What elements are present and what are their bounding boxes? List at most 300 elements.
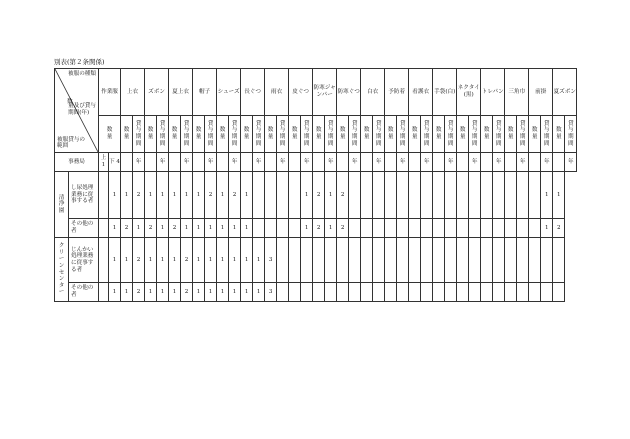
subheader-period	[445, 116, 457, 153]
value-cell	[529, 283, 541, 302]
office-row	[55, 153, 577, 172]
data-row	[55, 283, 577, 302]
value-cell: 1	[121, 238, 133, 283]
subheader-text: 貸与期間	[303, 120, 310, 147]
diag-label-kind: 被服の種類	[68, 71, 96, 77]
office-cell	[241, 153, 253, 172]
office-cell: 年	[157, 153, 169, 172]
value-cell	[277, 283, 289, 302]
office-cell	[433, 153, 445, 172]
value-cell	[541, 238, 553, 283]
value-cell	[289, 238, 301, 283]
value-cell	[265, 219, 277, 238]
value-cell: 1	[553, 172, 565, 219]
office-cell: 年	[253, 153, 265, 172]
office-cell	[289, 153, 301, 172]
value-cell: 1	[541, 219, 553, 238]
row-label: し尿処理業務に従事する者	[69, 172, 99, 219]
subheader-period	[469, 116, 481, 153]
subheader-quantity	[433, 116, 445, 153]
office-cell: 上 1	[99, 153, 109, 172]
subheader-text: 数量	[195, 127, 202, 140]
value-cell: 2	[181, 238, 193, 283]
value-cell	[337, 283, 349, 302]
value-cell: 1	[253, 283, 265, 302]
item-header: 帽子	[193, 69, 217, 116]
item-header: 三角巾	[505, 69, 529, 116]
value-cell: 1	[193, 172, 205, 219]
value-cell: 1	[157, 283, 169, 302]
subheader-text: 数量	[219, 127, 226, 140]
office-cell	[505, 153, 517, 172]
value-cell	[457, 172, 469, 219]
subheader-text: 貸与期間	[375, 120, 382, 147]
value-cell	[517, 283, 529, 302]
subheader-text: 数量	[507, 127, 514, 140]
office-cell: 下 4	[109, 153, 121, 172]
value-cell: 2	[169, 219, 181, 238]
value-cell	[553, 283, 565, 302]
subheader-period	[349, 116, 361, 153]
item-header: 上衣	[121, 69, 145, 116]
value-cell: 1	[205, 219, 217, 238]
subheader-text: 貸与期間	[135, 120, 142, 147]
item-header: 長ぐつ	[241, 69, 265, 116]
value-cell	[373, 172, 385, 219]
value-cell	[325, 238, 337, 283]
value-cell	[337, 238, 349, 283]
value-cell	[277, 219, 289, 238]
item-header: 白衣	[361, 69, 385, 116]
value-cell	[409, 238, 421, 283]
value-cell: 1	[121, 283, 133, 302]
value-cell: 1	[205, 283, 217, 302]
item-header: 皮ぐつ	[289, 69, 313, 116]
value-cell: 1	[217, 219, 229, 238]
office-cell	[481, 153, 493, 172]
subheader-quantity	[241, 116, 253, 153]
value-cell	[349, 283, 361, 302]
value-cell	[349, 219, 361, 238]
value-cell	[553, 238, 565, 283]
value-cell	[493, 283, 505, 302]
value-cell: 2	[553, 219, 565, 238]
office-cell: 年	[181, 153, 193, 172]
value-cell	[529, 238, 541, 283]
value-cell	[481, 283, 493, 302]
value-cell: 1	[241, 172, 253, 219]
value-cell	[505, 238, 517, 283]
value-cell: 1	[193, 219, 205, 238]
subheader-period	[133, 116, 145, 153]
subheader-period	[205, 116, 217, 153]
subheader-text: 貸与期間	[399, 120, 406, 147]
data-row	[55, 238, 577, 283]
office-cell	[361, 153, 373, 172]
item-header: 看護衣	[409, 69, 433, 116]
office-cell	[193, 153, 205, 172]
subheader-text: 数量	[459, 127, 466, 140]
value-cell	[325, 283, 337, 302]
office-cell: 年	[469, 153, 481, 172]
value-cell	[289, 219, 301, 238]
subheader-period	[181, 116, 193, 153]
subheader-period	[325, 116, 337, 153]
value-cell	[505, 172, 517, 219]
value-cell	[313, 283, 325, 302]
value-cell	[99, 172, 109, 219]
value-cell	[289, 172, 301, 219]
office-cell: 年	[373, 153, 385, 172]
item-header: 防寒ジャンパー	[313, 69, 337, 116]
office-cell: 年	[349, 153, 361, 172]
value-cell	[421, 172, 433, 219]
category-text: クリーンセンター	[58, 243, 65, 296]
table-caption: 別表(第２条関係)	[54, 58, 105, 66]
value-cell	[385, 238, 397, 283]
value-cell	[373, 283, 385, 302]
subheader-text: 数量	[315, 127, 322, 140]
value-cell: 1	[325, 219, 337, 238]
value-cell: 2	[133, 238, 145, 283]
subheader-period	[277, 116, 289, 153]
subheader-period	[229, 116, 241, 153]
subheader-text: 貸与期間	[447, 120, 454, 147]
value-cell: 1	[157, 238, 169, 283]
subheader-text: 数量	[267, 127, 274, 140]
subheader-text: 数量	[243, 127, 250, 140]
value-cell	[481, 238, 493, 283]
value-cell	[361, 172, 373, 219]
subheader-quantity	[529, 116, 541, 153]
value-cell: 1	[109, 238, 121, 283]
value-cell	[385, 283, 397, 302]
value-cell	[409, 283, 421, 302]
subheader-text: 数量	[339, 127, 346, 140]
value-cell: 2	[133, 283, 145, 302]
value-cell	[517, 238, 529, 283]
item-header: 手袋(白)	[433, 69, 457, 116]
value-cell: 1	[193, 238, 205, 283]
value-cell	[265, 172, 277, 219]
subheader-text: 数量	[411, 127, 418, 140]
subheader-text: 貸与期間	[279, 120, 286, 147]
subheader-period	[517, 116, 529, 153]
subheader-quantity	[265, 116, 277, 153]
subheader-text: 貸与期間	[231, 120, 238, 147]
value-cell	[493, 219, 505, 238]
subheader-text: 貸与期間	[567, 120, 574, 147]
office-cell: 年	[493, 153, 505, 172]
data-row	[55, 219, 577, 238]
subheader-period	[397, 116, 409, 153]
item-header: ズボン	[145, 69, 169, 116]
subheader-period	[541, 116, 553, 153]
value-cell: 2	[181, 283, 193, 302]
subheader-quantity	[145, 116, 157, 153]
subheader-text: 貸与期間	[255, 120, 262, 147]
office-cell	[553, 153, 565, 172]
value-cell: 2	[133, 172, 145, 219]
value-cell: 1	[121, 172, 133, 219]
office-cell: 年	[397, 153, 409, 172]
value-cell: 1	[253, 238, 265, 283]
value-cell	[361, 283, 373, 302]
value-cell	[301, 238, 313, 283]
value-cell: 1	[157, 219, 169, 238]
office-cell	[313, 153, 325, 172]
subheader-text: 数量	[106, 127, 113, 140]
value-cell: 1	[145, 238, 157, 283]
value-cell	[99, 283, 109, 302]
value-cell	[409, 172, 421, 219]
value-cell	[253, 219, 265, 238]
value-cell: 1	[241, 219, 253, 238]
value-cell: 1	[217, 283, 229, 302]
value-cell	[505, 283, 517, 302]
subheader-quantity	[169, 116, 181, 153]
value-cell	[397, 172, 409, 219]
value-cell	[493, 238, 505, 283]
office-cell: 年	[445, 153, 457, 172]
value-cell: 1	[109, 283, 121, 302]
value-cell	[541, 283, 553, 302]
value-cell	[361, 219, 373, 238]
office-cell: 年	[205, 153, 217, 172]
value-cell	[469, 283, 481, 302]
subheader-text: 数量	[147, 127, 154, 140]
value-cell	[481, 219, 493, 238]
value-cell: 2	[313, 219, 325, 238]
value-cell	[529, 172, 541, 219]
value-cell	[385, 172, 397, 219]
row-label: その他の者	[69, 219, 99, 238]
subheader-quantity	[385, 116, 397, 153]
office-cell	[337, 153, 349, 172]
value-cell: 1	[193, 283, 205, 302]
subheader-text: 貸与期間	[543, 120, 550, 147]
value-cell: 1	[325, 172, 337, 219]
value-cell: 2	[205, 172, 217, 219]
value-cell	[301, 283, 313, 302]
value-cell	[445, 172, 457, 219]
value-cell: 1	[169, 238, 181, 283]
office-cell	[385, 153, 397, 172]
item-header: トレパン	[481, 69, 505, 116]
uniform-loan-table	[54, 68, 577, 302]
office-cell	[265, 153, 277, 172]
office-cell	[409, 153, 421, 172]
item-header: 作業服	[99, 69, 121, 116]
subheader-quantity	[409, 116, 421, 153]
value-cell	[517, 219, 529, 238]
value-cell: 2	[121, 219, 133, 238]
subheader-text: 貸与期間	[495, 120, 502, 147]
diag-label-count: 数	[67, 99, 73, 105]
subheader-quantity	[217, 116, 229, 153]
subheader-period	[301, 116, 313, 153]
value-cell: 1	[181, 172, 193, 219]
value-cell	[433, 219, 445, 238]
value-cell: 1	[241, 238, 253, 283]
value-cell: 1	[229, 219, 241, 238]
subheader-text: 貸与期間	[519, 120, 526, 147]
value-cell	[373, 219, 385, 238]
subheader-quantity	[505, 116, 517, 153]
subheader-text: 貸与期間	[423, 120, 430, 147]
subheader-quantity	[457, 116, 469, 153]
office-cell	[217, 153, 229, 172]
subheader-quantity	[337, 116, 349, 153]
subheader-quantity	[121, 116, 133, 153]
subheader-quantity	[289, 116, 301, 153]
value-cell: 1	[109, 219, 121, 238]
diagonal-header-cell	[55, 69, 99, 153]
subheader-quantity	[361, 116, 373, 153]
subheader-text: 貸与期間	[207, 120, 214, 147]
value-cell: 1	[145, 283, 157, 302]
value-cell	[277, 238, 289, 283]
value-cell: 1	[229, 238, 241, 283]
office-cell: 年	[541, 153, 553, 172]
value-cell	[481, 172, 493, 219]
value-cell	[517, 172, 529, 219]
subheader-quantity	[481, 116, 493, 153]
value-cell: 1	[169, 283, 181, 302]
value-cell: 1	[133, 219, 145, 238]
subheader-text: 数量	[363, 127, 370, 140]
value-cell	[253, 172, 265, 219]
office-cell	[529, 153, 541, 172]
subheader-quantity	[313, 116, 325, 153]
subheader-text: 数量	[291, 127, 298, 140]
value-cell	[349, 172, 361, 219]
value-cell: 1	[109, 172, 121, 219]
subheader-period	[253, 116, 265, 153]
value-cell	[529, 219, 541, 238]
value-cell: 2	[313, 172, 325, 219]
subheader-text: 数量	[435, 127, 442, 140]
value-cell: 1	[541, 172, 553, 219]
header-row-items	[55, 69, 577, 116]
office-cell: 年	[421, 153, 433, 172]
value-cell: 2	[145, 219, 157, 238]
row-label: その他の者	[69, 283, 99, 302]
value-cell: 3	[265, 283, 277, 302]
value-cell	[397, 219, 409, 238]
value-cell	[397, 238, 409, 283]
office-cell: 年	[325, 153, 337, 172]
value-cell: 1	[217, 172, 229, 219]
subheader-period	[157, 116, 169, 153]
subheader-quantity	[193, 116, 205, 153]
subheader-period	[373, 116, 385, 153]
value-cell: 1	[205, 238, 217, 283]
value-cell: 1	[157, 172, 169, 219]
value-cell	[469, 172, 481, 219]
value-cell: 3	[265, 238, 277, 283]
value-cell: 1	[145, 172, 157, 219]
value-cell	[433, 238, 445, 283]
value-cell	[445, 238, 457, 283]
value-cell	[445, 283, 457, 302]
value-cell: 1	[181, 219, 193, 238]
value-cell	[421, 219, 433, 238]
value-cell: 2	[337, 219, 349, 238]
subheader-text: 数量	[123, 127, 130, 140]
subheader-quantity	[553, 116, 565, 153]
subheader-quantity	[99, 116, 121, 153]
item-header: 前掛	[529, 69, 553, 116]
value-cell	[99, 219, 109, 238]
office-cell: 年	[517, 153, 529, 172]
value-cell	[313, 238, 325, 283]
item-header: 防寒ぐつ	[337, 69, 361, 116]
subheader-text: 貸与期間	[471, 120, 478, 147]
item-header: ネクタイ(黒)	[457, 69, 481, 116]
office-cell: 年	[565, 153, 577, 172]
subheader-text: 貸与期間	[159, 120, 166, 147]
subheader-text: 貸与期間	[351, 120, 358, 147]
value-cell	[289, 283, 301, 302]
subheader-text: 数量	[171, 127, 178, 140]
value-cell	[361, 238, 373, 283]
item-header: 雨衣	[265, 69, 289, 116]
value-cell: 2	[337, 172, 349, 219]
value-cell	[349, 238, 361, 283]
value-cell: 1	[241, 283, 253, 302]
item-header: シューズ	[217, 69, 241, 116]
item-header: 予防着	[385, 69, 409, 116]
value-cell	[493, 172, 505, 219]
value-cell	[373, 238, 385, 283]
subheader-text: 貸与期間	[327, 120, 334, 147]
item-header: 夏上衣	[169, 69, 193, 116]
value-cell	[421, 238, 433, 283]
item-header: 夏ズボン	[553, 69, 577, 116]
office-cell: 年	[133, 153, 145, 172]
value-cell: 1	[229, 283, 241, 302]
value-cell	[397, 283, 409, 302]
value-cell	[433, 172, 445, 219]
value-cell	[409, 219, 421, 238]
value-cell	[505, 219, 517, 238]
value-cell: 2	[229, 172, 241, 219]
subheader-period	[421, 116, 433, 153]
office-cell	[145, 153, 157, 172]
value-cell: 1	[301, 219, 313, 238]
subheader-text: 貸与期間	[183, 120, 190, 147]
diag-label-quantity-period: 量及び貸与期間(年)	[68, 103, 96, 116]
value-cell	[99, 238, 109, 283]
office-cell: 年	[277, 153, 289, 172]
value-cell	[445, 219, 457, 238]
office-row-label: 事務局	[55, 153, 99, 172]
value-cell	[469, 219, 481, 238]
office-cell: 年	[301, 153, 313, 172]
value-cell	[277, 172, 289, 219]
subheader-text: 数量	[483, 127, 490, 140]
value-cell	[469, 238, 481, 283]
value-cell	[433, 283, 445, 302]
value-cell	[421, 283, 433, 302]
office-cell	[169, 153, 181, 172]
subheader-period	[565, 116, 577, 153]
category-cell	[55, 238, 69, 302]
value-cell	[457, 283, 469, 302]
row-label: じんかい処理業務に従事する者	[69, 238, 99, 283]
subheader-text: 数量	[387, 127, 394, 140]
